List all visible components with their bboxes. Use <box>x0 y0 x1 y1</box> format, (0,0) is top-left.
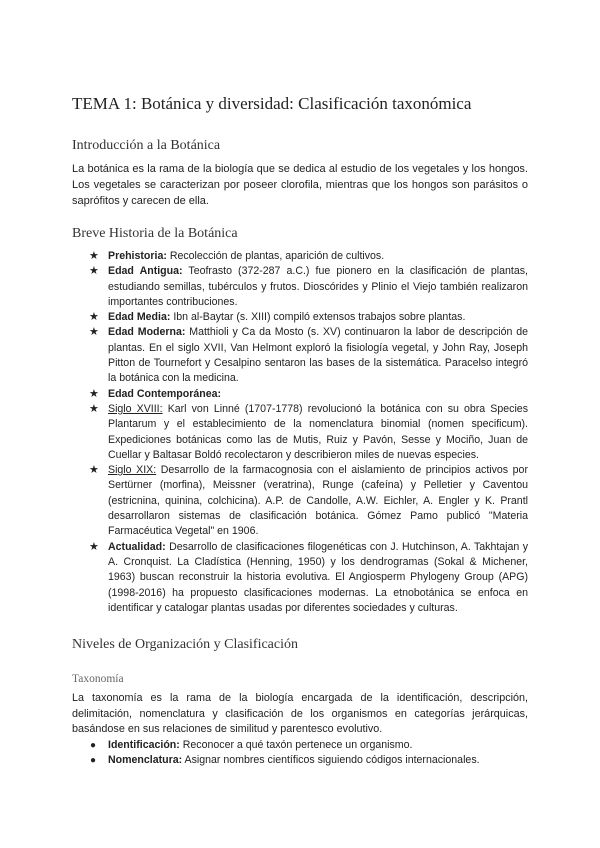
taxonomia-paragraph: La taxonomía es la rama de la biología encargada de la identificación, descripción, delimitación, nomenclatura y clasificación de los organismos en categorías jerárquicas, basándose en sus relaciones de similitud y parentesco evolutivo. <box>72 692 528 735</box>
item-text: Desarrollo de clasificaciones filogenéticas con J. Hutchinson, A. Takhtajan y A. Cronquist. La Cladística (Henning, 1950) y los dendrogramas (Sokal & Michener, 1963) buscan reconstruir la historia evolutiva. El Angiosperm Phylogeny Group (APG) (1998-2016) ha propuesto clasificaciones modernas. La etnobotánica se enfoca en identificar y catalogar plantas usadas por diferentes sociedades y culturas. <box>108 540 528 614</box>
item-label: Identificación: <box>108 739 180 751</box>
item-text: Desarrollo de la farmacognosia con el aislamiento de principios activos por Sertürner (morfina), Meissner (veratrina), Runge (cafeína) y Pelletier y Caventou (estricnina, quinina, colchicina). A.P. de Candolle, A.W. Eichler, A. Engler y K. Prantl desarrollaron sistemas de clasificación botánica. Gómez Pamo publicó "Materia Farmacéutica Vegetal" en 1906. <box>108 464 528 538</box>
list-item-edad-contemporanea <box>72 387 528 402</box>
item-label: Prehistoria: <box>108 250 167 262</box>
star-bullet-icon: ★ <box>89 265 99 278</box>
taxonomia-list <box>72 738 528 769</box>
list-item-actualidad <box>72 540 528 616</box>
star-bullet-icon: ★ <box>89 402 99 415</box>
list-item-edad-media <box>72 310 528 325</box>
item-label: Siglo XVIII: <box>108 402 163 415</box>
bullet-dot-icon: ● <box>90 740 97 751</box>
list-item-prehistoria <box>72 249 528 264</box>
item-text: Asignar nombres científicos siguiendo códigos internacionales. <box>182 754 480 767</box>
item-text: Reconocer a qué taxón pertenece un organismo. <box>179 739 413 751</box>
history-list <box>72 249 528 616</box>
item-label: Edad Contemporánea: <box>108 387 222 400</box>
star-bullet-icon: ★ <box>89 250 99 262</box>
star-bullet-icon: ★ <box>89 311 99 324</box>
item-text: Karl von Linné (1707-1778) revolucionó la botánica con su obra Species Plantarum y el establecimiento de la nomenclatura binomial (nomen specificum). Expediciones botánicas como las de Mutis, Ruiz y Pavón, Sesse y Mociño, Juan de Cuellar y Baltasar Boldó recolectaron y describieron miles de nuevas especies. <box>108 402 528 461</box>
list-item-identificacion <box>72 738 528 753</box>
section-heading-intro: Introducción a la Botánica <box>72 138 221 153</box>
list-item-siglo-xviii <box>72 402 528 463</box>
item-label: Nomenclatura: <box>108 754 183 767</box>
subsection-heading-taxonomia: Taxonomía <box>72 673 124 685</box>
star-bullet-icon: ★ <box>89 540 99 553</box>
item-label: Edad Media: <box>108 311 171 324</box>
star-bullet-icon: ★ <box>89 464 99 477</box>
section-heading-levels: Niveles de Organización y Clasificación <box>72 637 298 652</box>
star-bullet-icon: ★ <box>89 387 99 400</box>
section-heading-history: Breve Historia de la Botánica <box>72 226 238 241</box>
item-label: Siglo XIX: <box>108 464 157 477</box>
page-title: TEMA 1: Botánica y diversidad: Clasificación taxonómica <box>72 94 472 113</box>
bullet-dot-icon: ● <box>90 755 97 767</box>
list-item-siglo-xix <box>72 463 528 539</box>
item-text: Recolección de plantas, aparición de cultivos. <box>166 250 385 262</box>
item-label: Edad Moderna: <box>108 326 186 339</box>
item-text: Matthioli y Ca da Mosto (s. XV) continuaron la labor de descripción de plantas. En el siglo XVII, Van Helmont exploró la fisiología vegetal, y John Ray, Joseph Pitton de Tournefort y Cesalpino sentaron las bases de la sistemática. Paracelso integró la botánica con la medicina. <box>108 326 528 385</box>
list-item-edad-moderna <box>72 325 528 386</box>
list-item-edad-antigua <box>72 264 528 310</box>
intro-paragraph: La botánica es la rama de la biología que se dedica al estudio de los vegetales y los hongos. Los vegetales se caracterizan por poseer clorofila, mientras que los hongos son parásitos o saprófitos y carecen de ella. <box>72 163 528 207</box>
item-text: Teofrasto (372-287 a.C.) fue pionero en la clasificación de plantas, estudiando semillas, tubérculos y frutos. Dioscórides y Plinio el Viejo también realizaron importantes contribuciones. <box>108 265 528 308</box>
star-bullet-icon: ★ <box>89 326 99 339</box>
item-label: Actualidad: <box>108 540 166 553</box>
list-item-nomenclatura <box>72 753 528 768</box>
item-text: Ibn al-Baytar (s. XIII) compiló extensos trabajos sobre plantas. <box>170 311 466 324</box>
item-label: Edad Antigua: <box>108 265 183 278</box>
